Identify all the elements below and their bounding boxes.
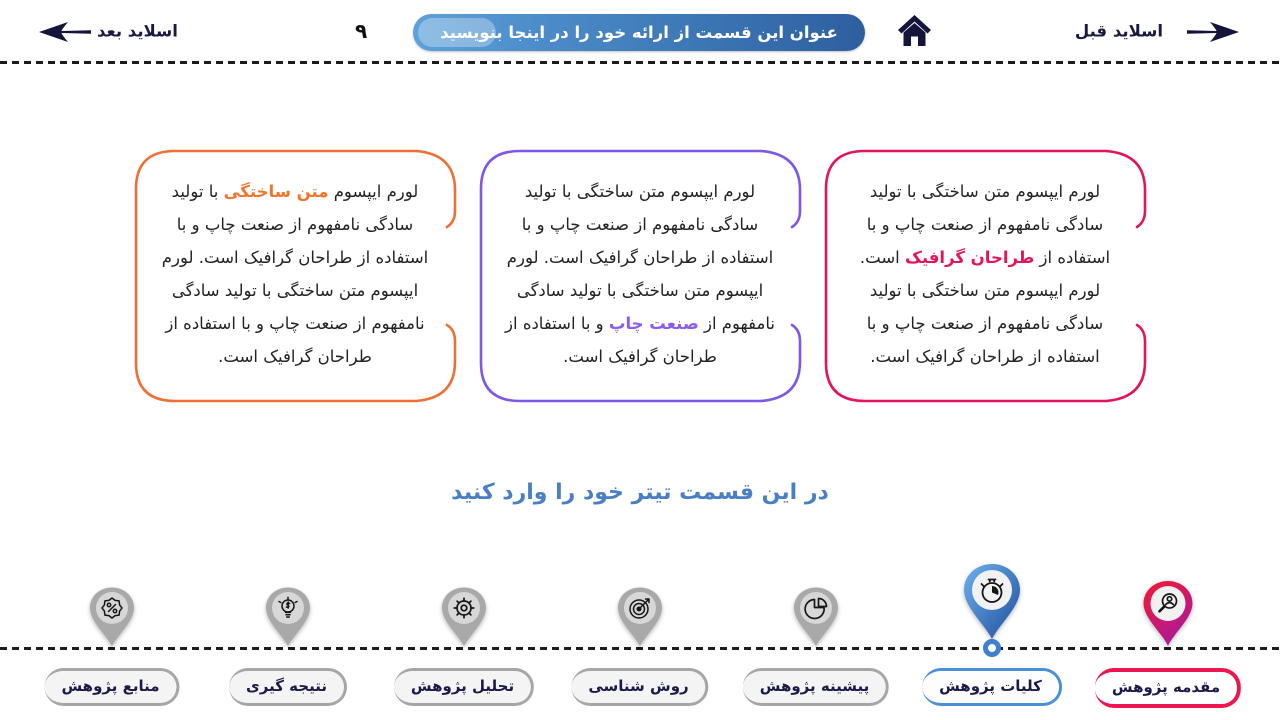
header-divider — [0, 61, 1280, 64]
timeline-item-natije — [200, 568, 376, 720]
content-boxes-row — [0, 148, 1280, 404]
text-box-pink — [819, 148, 1151, 404]
page-title: در این قسمت تیتر خود را وارد کنید — [451, 480, 829, 505]
timeline-label-ravesh[interactable]: روش شناسی — [571, 668, 708, 706]
text-box-purple — [474, 148, 806, 404]
placeholder-paragraph: لورم ایپسوم متن ساختگی با تولید سادگی نامفهوم از صنعت چاپ و با استفاده از طراحان گرافیک است. لورم ایپسوم متن ساختگی با تولید سادگی نامفهوم از صنعت چاپ و با استفاده از طراحان گرافیک است. — [161, 182, 429, 366]
gear-icon[interactable] — [438, 585, 490, 648]
placeholder-paragraph: لورم ایپسوم متن ساختگی با تولید سادگی نامفهوم از صنعت چاپ و با استفاده از طراحان گرافیک است. لورم ایپسوم متن ساختگی با تولید سادگی نامفهوم از صنعت چاپ و با استفاده از طراحان گرافیک است. — [505, 182, 775, 366]
person-search-icon[interactable] — [1139, 578, 1197, 648]
timeline-label-pishine[interactable]: پیشینه پژوهش — [743, 668, 889, 706]
timeline-label-natije[interactable]: نتیجه گیری — [229, 668, 347, 706]
timeline-label-koliat[interactable]: کلیات پژوهش — [922, 668, 1062, 706]
timeline-item-ravesh — [552, 568, 728, 720]
timeline-item-moghadame — [1080, 568, 1256, 720]
timeline-label-manabe[interactable]: منابع پژوهش — [44, 668, 179, 706]
timeline-item-manabe — [24, 568, 200, 720]
timeline-item-koliat — [904, 568, 1080, 720]
timeline-label-moghadame[interactable]: مقدمه پژوهش — [1095, 668, 1241, 708]
stopwatch-icon[interactable] — [959, 561, 1025, 641]
placeholder-paragraph: لورم ایپسوم متن ساختگی با تولید سادگی نامفهوم از صنعت چاپ و با استفاده از طراحان گرافیک است. لورم ایپسوم متن ساختگی با تولید سادگی نامفهوم از صنعت چاپ و با استفاده از طراحان گرافیک است. — [859, 182, 1111, 366]
next-slide-button[interactable]: اسلاید بعد — [97, 21, 178, 41]
section-title-button[interactable] — [413, 14, 865, 51]
target-icon[interactable] — [614, 585, 666, 648]
timeline-item-pishine — [728, 568, 904, 720]
prev-arrow-icon[interactable] — [1186, 21, 1240, 43]
percent-badge-icon[interactable] — [86, 585, 138, 648]
timeline-item-tahlil — [376, 568, 552, 720]
bulb-idea-icon[interactable] — [262, 585, 314, 648]
text-box-orange — [129, 148, 461, 404]
prev-slide-button[interactable]: اسلاید قبل — [1074, 21, 1163, 41]
next-arrow-icon[interactable] — [38, 21, 92, 43]
pie-chart-icon[interactable] — [790, 585, 842, 648]
timeline-active-dot — [983, 639, 1001, 657]
timeline — [24, 568, 1256, 720]
home-icon[interactable] — [896, 12, 933, 50]
page-number: ۹ — [355, 19, 368, 43]
timeline-label-tahlil[interactable]: تحلیل پژوهش — [394, 668, 534, 706]
section-title-button-label: عنوان این قسمت از ارائه خود را در اینجا بنویسید — [440, 23, 838, 42]
